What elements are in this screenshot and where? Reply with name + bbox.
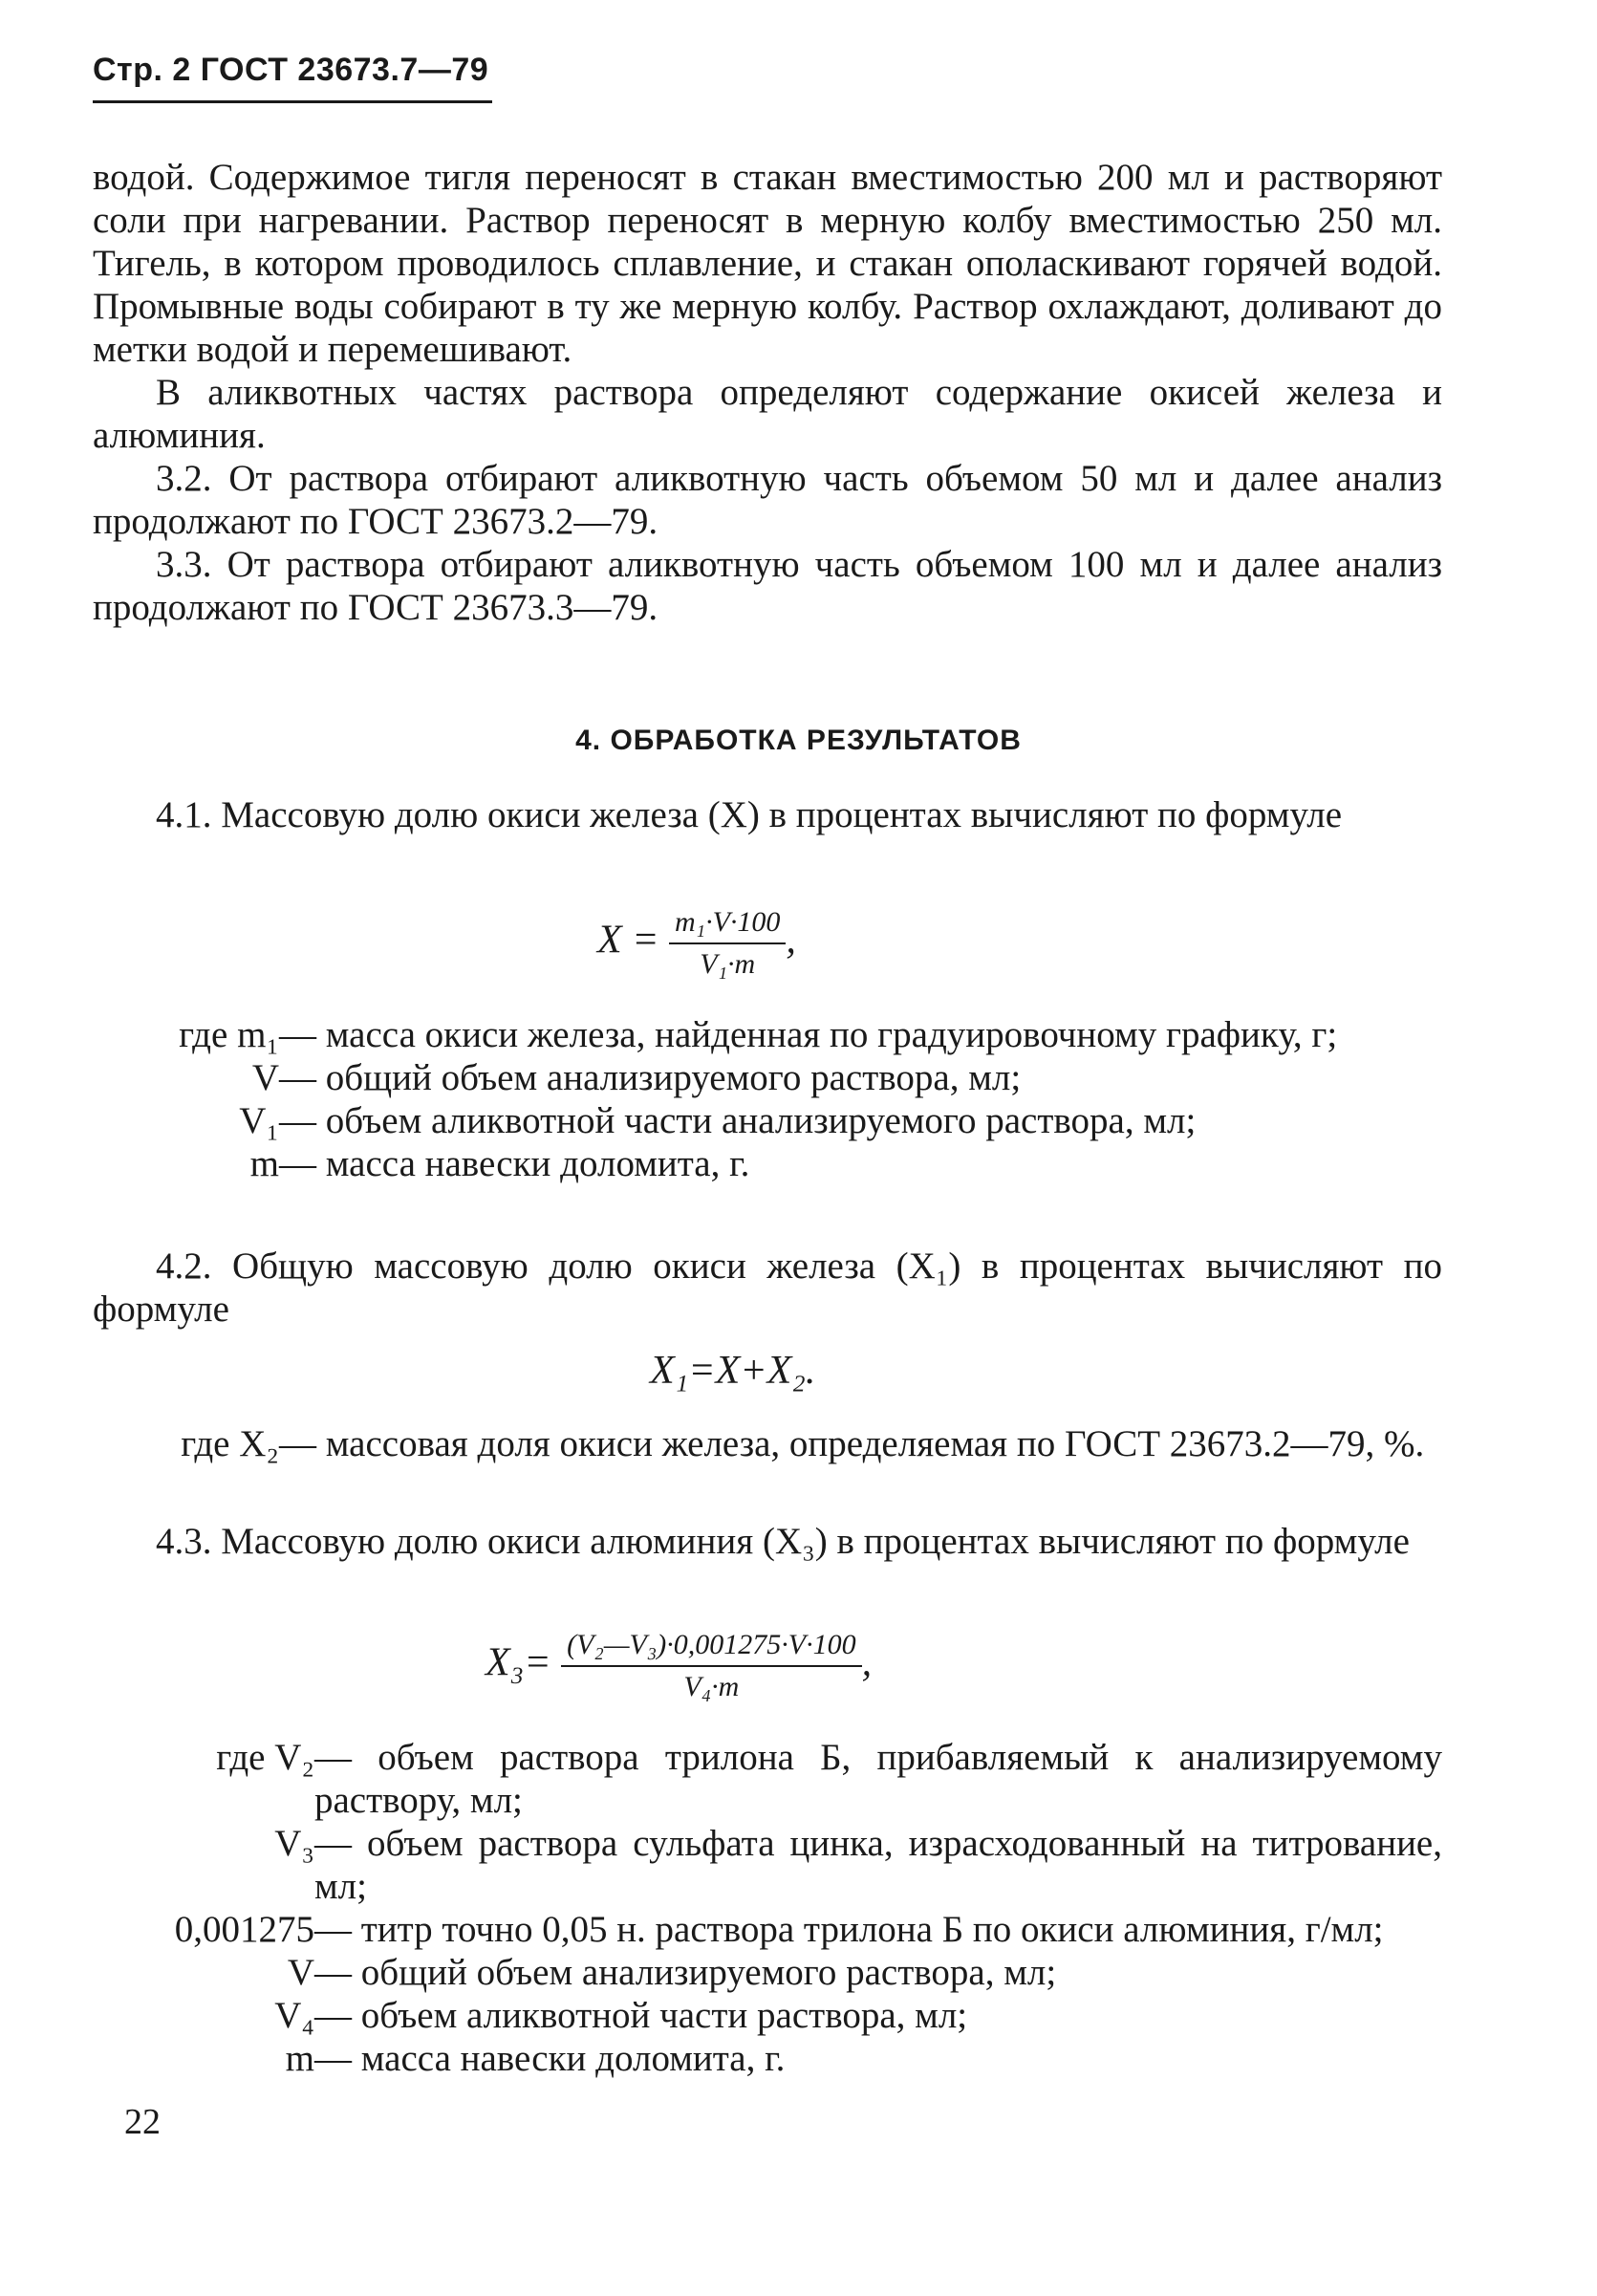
formula-x-tail: , [786,918,796,963]
paragraph-1: водой. Содержимое тигля переносят в стакан вместимостью 200 мл и растворяют соли при нагревании. Раствор переносят в мерную колбу вместимостью 250 мл. Тигель, в котором проводилось сплавление, и стакан ополаскивают горячей водой. Промывные воды собирают в ту же мерную колбу. Раствор охлаждают, доливают до метки водой и перемешивают. [93,157,1442,370]
definition-row [93,1736,1442,1822]
formula-x-lhs: X = [597,918,659,963]
definition-row [93,1056,1442,1099]
definition-row [93,1951,1442,1994]
formula-x3 [486,1629,872,1703]
formula-x3-numerator: (V₂—V₃)·0,001275·V·100 [561,1629,862,1667]
paragraph-4-1: 4.1. Массовую долю окиси железа (X) в процентах вычисляют по формуле [156,794,1343,835]
definitions-3 [93,1736,1442,2080]
definition-row [93,1422,1442,1465]
definition-row [93,1013,1442,1056]
definition-symbol: 0,001275 [174,1909,314,1950]
paragraph-3-2: 3.2. От раствора отбирают аликвотную часть объемом 50 мл и далее анализ продолжают по ГОСТ 23673.2—79. [93,458,1442,542]
formula-x3-lhs: X₃= [486,1640,551,1685]
definition-symbol: V₁ [239,1100,279,1141]
definition-symbol: V₃ [274,1823,314,1864]
definitions-1 [93,1013,1442,1185]
definition-text: — титр точно 0,05 н. раствора трилона Б по окиси алюминия, г/мл; [314,1909,1384,1950]
formula-x3-tail: , [861,1640,873,1685]
page-number: 22 [124,2102,161,2142]
definition-symbol: где V₂ [216,1737,314,1778]
definition-text: — масса навески доломита, г. [279,1143,750,1184]
definition-row [93,1908,1442,1951]
definitions-2 [93,1422,1442,1465]
definition-row [93,1099,1442,1142]
formula-x [597,906,796,981]
definition-symbol: V [287,1952,314,1993]
definition-text: — масса окиси железа, найденная по градуировочному графику, г; [279,1014,1338,1055]
definition-text: — объем аликвотной части раствора, мл; [314,1995,968,2036]
definition-text: — общий объем анализируемого раствора, мл; [314,1952,1057,1993]
formula-x-denominator: V₁·m [700,948,756,980]
definition-text: — объем раствора трилона Б, прибавляемый к анализируемому раствору, мл; [314,1737,1442,1821]
paragraph-4-3: 4.3. Массовую долю окиси алюминия (X₃) в процентах вычисляют по формуле [156,1521,1410,1562]
page-header: Стр. 2 ГОСТ 23673.7—79 [93,52,492,103]
definition-row [93,1994,1442,2037]
definition-text: — массовая доля окиси железа, определяемая по ГОСТ 23673.2—79, %. [279,1423,1425,1464]
section-title: 4. ОБРАБОТКА РЕЗУЛЬТАТОВ [575,725,1022,756]
paragraph-3-3: 3.3. От раствора отбирают аликвотную часть объемом 100 мл и далее анализ продолжают по ГОСТ 23673.3—79. [93,544,1442,628]
formula-x-numerator: m₁·V·100 [669,906,786,944]
definition-symbol: где m₁ [179,1014,279,1055]
paragraph-4-1-wrap [93,793,1442,836]
definition-text: — объем аликвотной части анализируемого раствора, мл; [279,1100,1197,1141]
formula-x3-fraction [561,1629,862,1703]
definition-symbol: V [251,1057,279,1098]
definition-symbol: где X₂ [181,1423,279,1464]
definition-row [93,2037,1442,2080]
formula-x1: X₁=X+X₂. [650,1349,816,1393]
formula-x-fraction [669,906,786,981]
paragraph-4-3-wrap [93,1520,1442,1563]
definition-symbol: V₄ [274,1995,314,2036]
definition-text: — общий объем анализируемого раствора, мл; [279,1057,1022,1098]
definition-text: — масса навески доломита, г. [314,2038,786,2079]
section3-text [93,156,1442,629]
paragraph-4-2: 4.2. Общую массовую долю окиси железа (X₁) в процентах вычисляют по формуле [93,1245,1442,1330]
definition-symbol: m [249,1143,279,1184]
definition-row [93,1142,1442,1185]
definition-text: — объем раствора сульфата цинка, израсходованный на титрование, мл; [314,1823,1442,1907]
definition-row [93,1822,1442,1908]
paragraph-4-2-wrap [93,1245,1442,1331]
formula-x3-denominator: V₄·m [683,1671,740,1702]
paragraph-2: В аликвотных частях раствора определяют содержание окисей железа и алюминия. [93,372,1442,456]
definition-symbol: m [285,2038,314,2079]
